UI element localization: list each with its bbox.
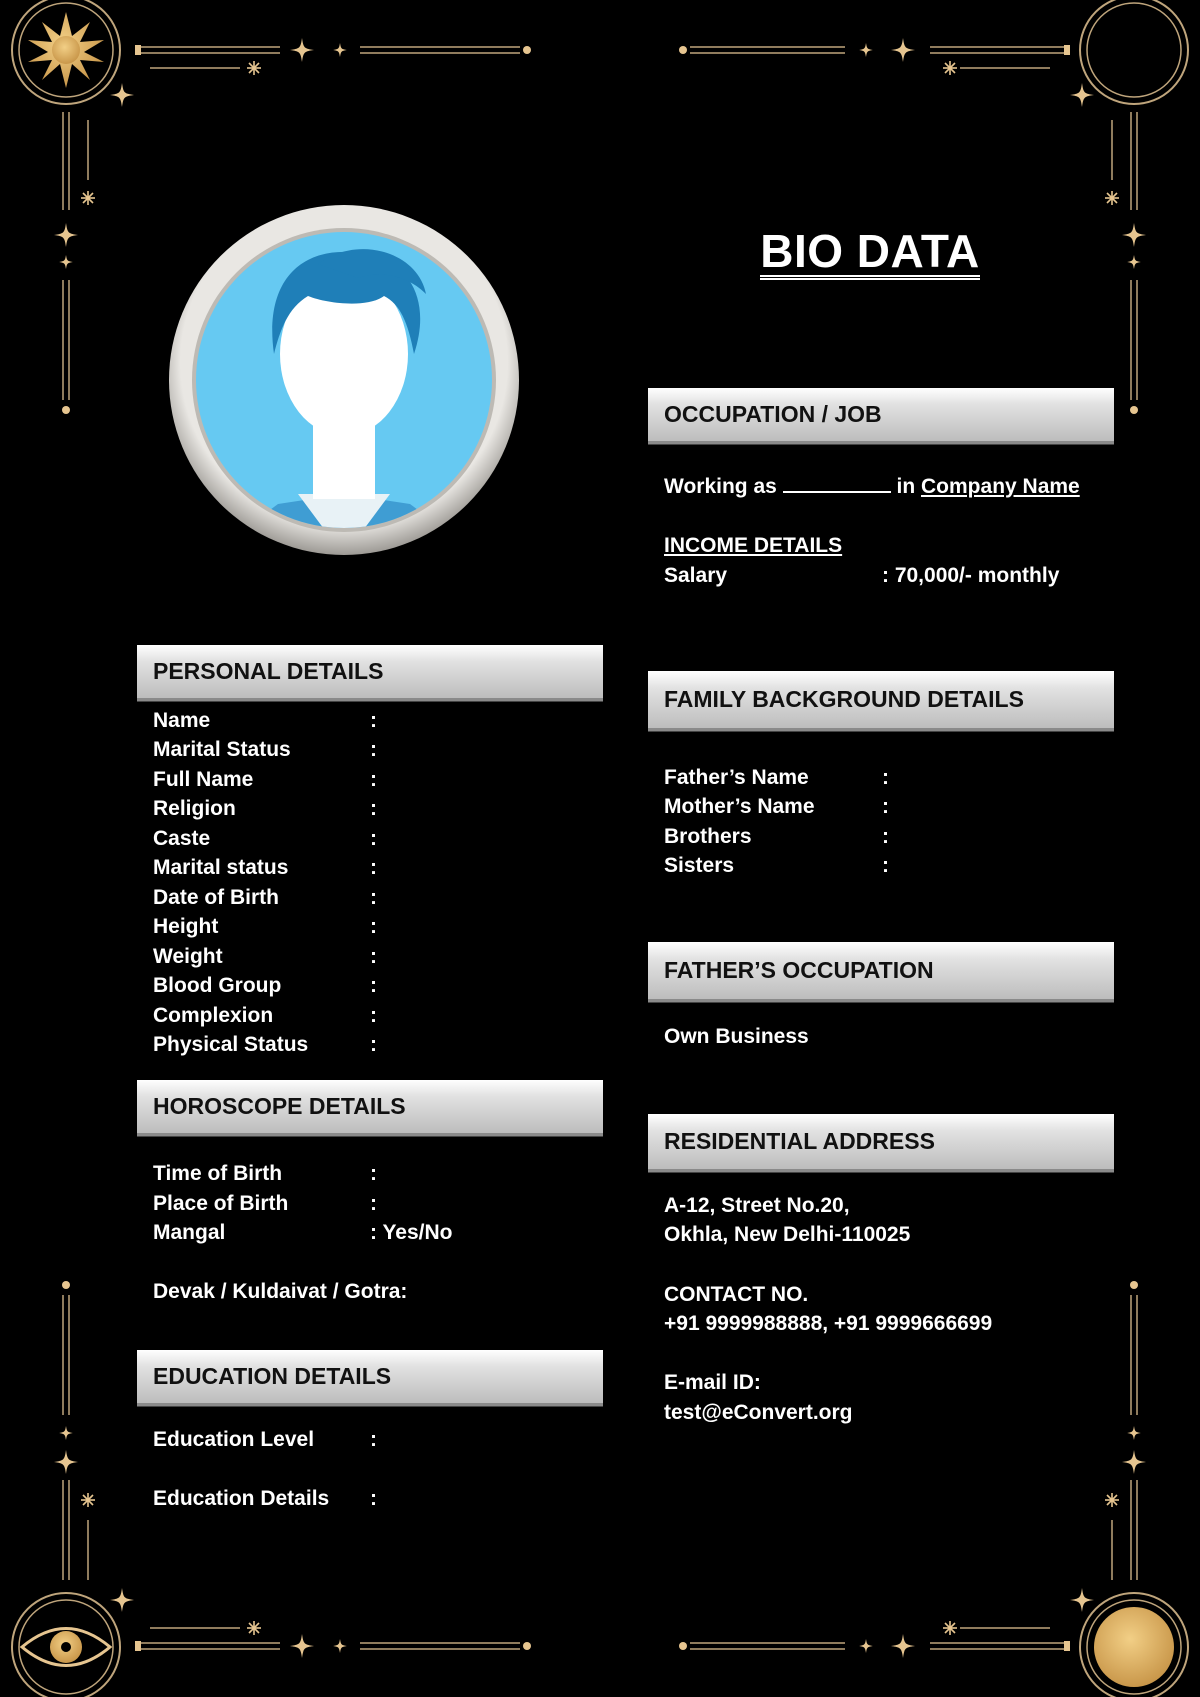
father-occupation-value: Own Business [664, 1025, 809, 1048]
occupation-header: OCCUPATION / JOB [648, 388, 1114, 444]
address-line-2: Okhla, New Delhi-110025 [664, 1223, 911, 1246]
full-moon-icon [1080, 1593, 1188, 1697]
horoscope-header: HOROSCOPE DETAILS [137, 1080, 603, 1136]
crescent-moon-icon [1080, 0, 1188, 104]
page-title: BIO DATA [700, 224, 1040, 280]
contact-value: +91 9999988888, +91 9999666699 [664, 1312, 993, 1335]
working-as-line: Working as in Company Name [664, 475, 1080, 498]
company-name: Company Name [921, 475, 1080, 498]
eye-icon [12, 1593, 120, 1697]
job-blank-line [783, 473, 891, 493]
income-header: INCOME DETAILS [664, 534, 843, 557]
family-header: FAMILY BACKGROUND DETAILS [648, 671, 1114, 731]
personal-header: PERSONAL DETAILS [137, 645, 603, 701]
profile-avatar-icon [168, 204, 520, 556]
email-label: E-mail ID: [664, 1371, 761, 1394]
address-line-1: A-12, Street No.20, [664, 1194, 850, 1217]
address-header: RESIDENTIAL ADDRESS [648, 1114, 1114, 1172]
education-header: EDUCATION DETAILS [137, 1350, 603, 1406]
father-occupation-header: FATHER’S OCCUPATION [648, 942, 1114, 1002]
gotra-line: Devak / Kuldaivat / Gotra: [153, 1280, 408, 1303]
email-value: test@eConvert.org [664, 1401, 853, 1424]
contact-label: CONTACT NO. [664, 1283, 809, 1306]
sun-icon [12, 0, 120, 104]
